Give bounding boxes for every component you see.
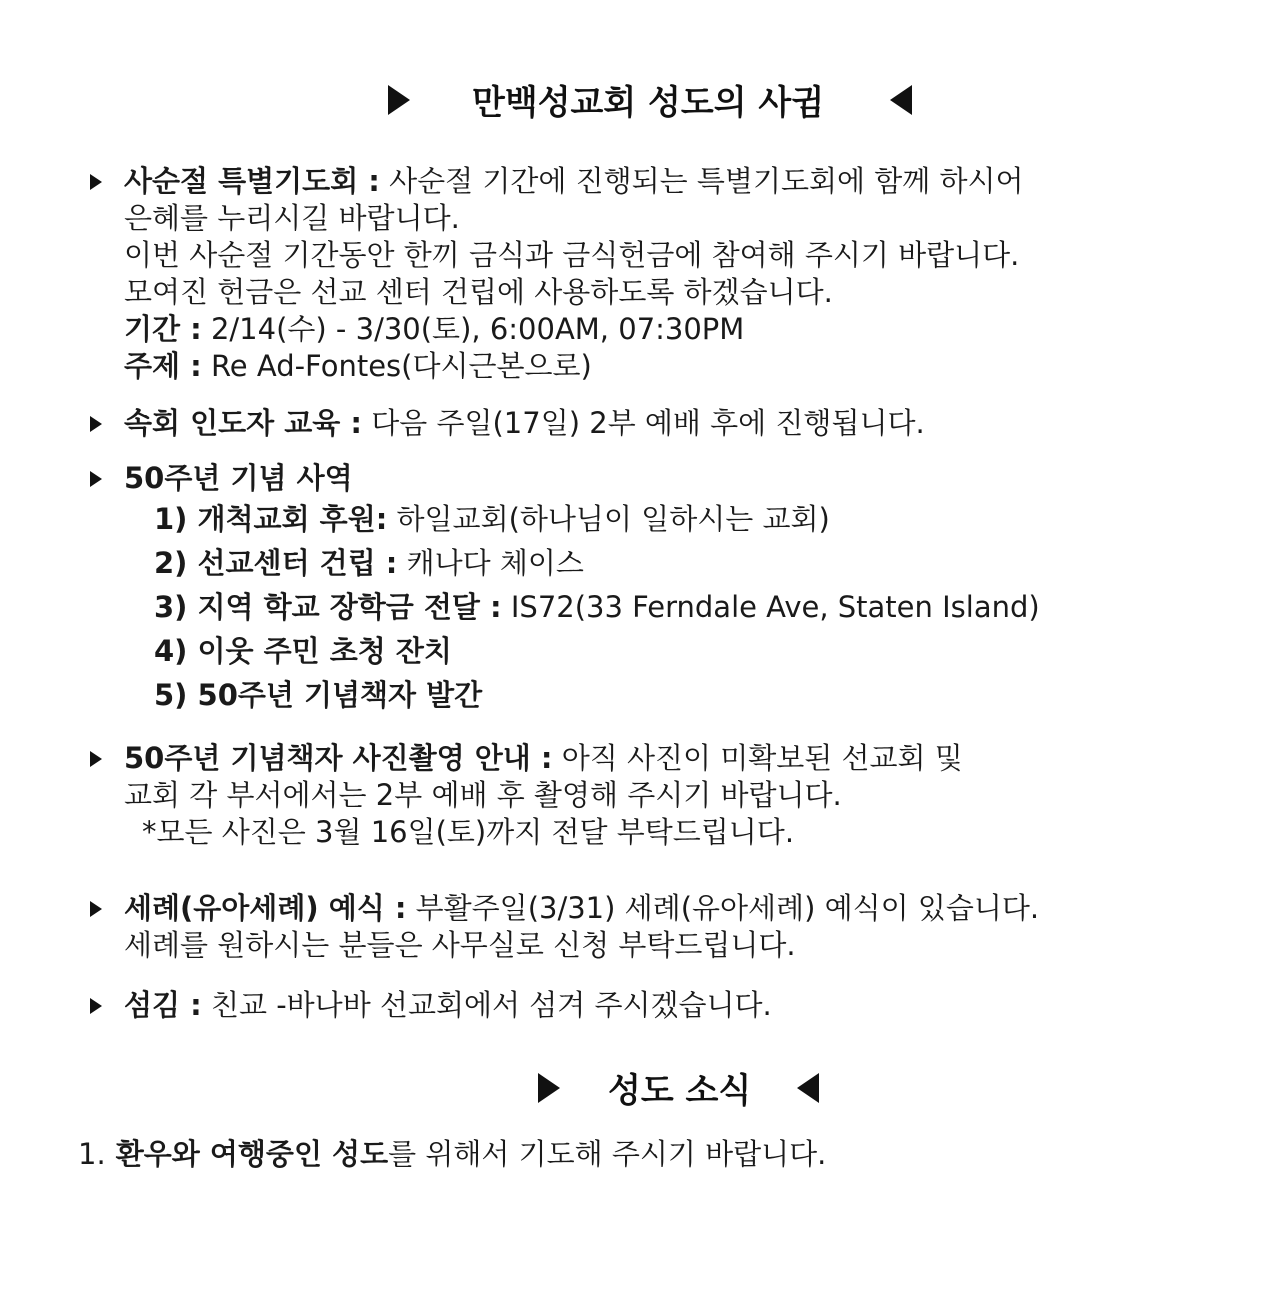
bullet-triangle-icon [90, 901, 102, 917]
leader-line [124, 405, 1220, 442]
lent-period-label: 기간 : [124, 312, 202, 346]
news-bold-text: 환우와 여행중인 성도 [105, 1137, 389, 1171]
news-section-header [538, 1063, 819, 1112]
anniv-sub-item [154, 497, 1220, 541]
service-line [124, 987, 1220, 1024]
lent-line-4: 모여진 헌금은 선교 센터 건립에 사용하도록 하겠습니다. [124, 275, 833, 309]
service-label: 섬김 : [124, 988, 202, 1022]
announcement-50th-anniversary [90, 460, 1220, 717]
bullet-triangle-icon [90, 416, 102, 432]
bullet-triangle-icon [90, 174, 102, 190]
news-section-title: 성도 소식 [608, 1071, 752, 1111]
triangle-right-icon [538, 1073, 560, 1103]
baptism-text-1: 부활주일(3/31) 세례(유아세례) 예식이 있습니다. [406, 891, 1040, 925]
anniv-sub-value: IS72(33 Ferndale Ave, Staten Island) [501, 590, 1040, 624]
lent-theme [124, 348, 1220, 385]
baptism-line-1 [124, 890, 1220, 927]
anniv-sub-item [154, 673, 1220, 717]
bullet-triangle-icon [90, 471, 102, 487]
anniv-sub-label: 4) 이웃 주민 초청 잔치 [154, 634, 452, 668]
baptism-label: 세례(유아세례) 예식 : [124, 891, 407, 925]
anniv-sub-value: 하일교회(하나님이 일하시는 교회) [387, 502, 830, 536]
lent-line-1 [124, 163, 1220, 200]
main-section-title: 만백성교회 성도의 사귐 [472, 83, 825, 123]
main-section-header [388, 75, 912, 124]
news-number: 1. [78, 1137, 106, 1171]
anniv-sub-label: 3) 지역 학교 장학금 전달 : [154, 590, 502, 624]
anniv-sub-item [154, 629, 1220, 673]
announcement-baptism [90, 890, 1220, 964]
news-text: 를 위해서 기도해 주시기 바랍니다. [388, 1137, 827, 1171]
bullet-triangle-icon [90, 751, 102, 767]
lent-theme-label: 주제 : [124, 349, 202, 383]
anniv-sub-label: 2) 선교센터 건립 : [154, 546, 398, 580]
bullet-triangle-icon [90, 998, 102, 1014]
news-item [78, 1136, 826, 1173]
announcement-leader-education [90, 405, 1220, 442]
announcement-photo-shoot [90, 740, 1220, 851]
photo-label: 50주년 기념책자 사진촬영 안내 : [124, 741, 553, 775]
leader-text: 다음 주일(17일) 2부 예배 후에 진행됩니다. [361, 406, 925, 440]
anniv-sub-label: 5) 50주년 기념책자 발간 [154, 678, 483, 712]
photo-line-2: 교회 각 부서에서는 2부 예배 후 촬영해 주시기 바랍니다. [124, 778, 842, 812]
service-text: 친교 -바나바 선교회에서 섬겨 주시겠습니다. [201, 988, 772, 1022]
photo-note: *모든 사진은 3월 16일(토)까지 전달 부탁드립니다. [142, 815, 795, 849]
anniv-sub-item [154, 541, 1220, 585]
announcement-lent-prayer [90, 163, 1220, 385]
lent-line-2: 은혜를 누리시길 바랍니다. [124, 201, 460, 235]
anniv-label: 50주년 기념 사역 [124, 461, 353, 495]
lent-theme-value: Re Ad-Fontes(다시근본으로) [201, 349, 592, 383]
triangle-right-icon [388, 85, 410, 115]
photo-line-1 [124, 740, 1220, 777]
anniv-sub-label: 1) 개척교회 후원: [154, 502, 388, 536]
lent-label: 사순절 특별기도회 : [124, 164, 380, 198]
lent-period [124, 311, 1220, 348]
triangle-left-icon [890, 85, 912, 115]
photo-text-1: 아직 사진이 미확보된 선교회 및 [552, 741, 963, 775]
announcement-service [90, 987, 1220, 1024]
triangle-left-icon [797, 1073, 819, 1103]
anniv-sub-item [154, 585, 1220, 629]
leader-label: 속회 인도자 교육 : [124, 406, 362, 440]
anniv-sub-value: 캐나다 체이스 [397, 546, 584, 580]
lent-period-value: 2/14(수) - 3/30(토), 6:00AM, 07:30PM [201, 312, 745, 346]
lent-line-3: 이번 사순절 기간동안 한끼 금식과 금식헌금에 참여해 주시기 바랍니다. [124, 238, 1020, 272]
lent-text-1: 사순절 기간에 진행되는 특별기도회에 함께 하시어 [379, 164, 1024, 198]
baptism-line-2: 세례를 원하시는 분들은 사무실로 신청 부탁드립니다. [124, 928, 796, 962]
